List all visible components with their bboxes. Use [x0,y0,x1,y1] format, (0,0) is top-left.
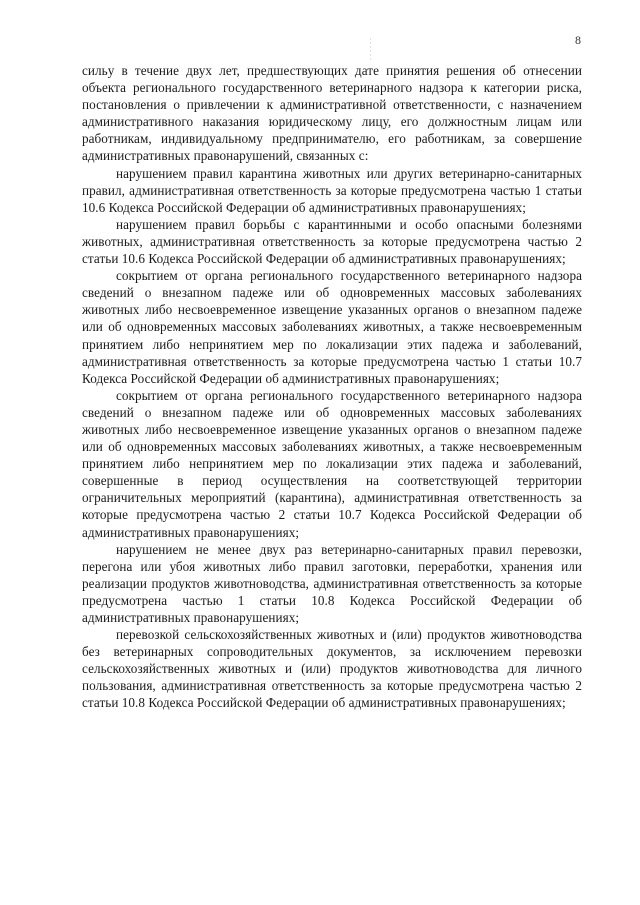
paragraph-item-4: сокрытием от органа регионального государственного ветеринарного надзора сведений о внезапном падеже или об одновременных массовых заболеваниях животных либо несвоевременное извещение указанных органов о внезапном падеже или об одновременных массовых заболеваниях животных, а также несвоевременным принятием либо непринятием мер по локализации этих падежа и заболеваний, совершенные в период осуществления на соответствующей территории ограничительных мероприятий (карантина), административная ответственность за которые предусмотрена частью 2 статьи 10.7 Кодекса Российской Федерации об административных правонарушениях; [82,387,582,540]
paragraph-item-3: сокрытием от органа регионального государственного ветеринарного надзора сведений о внезапном падеже или об одновременных массовых заболеваниях животных либо несвоевременное извещение указанных органов о внезапном падеже или об одновременных массовых заболеваниях животных, а также несвоевременным принятием либо непринятием мер по локализации этих падежа и заболеваний, административная ответственность за которые предусмотрена частью 1 статьи 10.7 Кодекса Российской Федерации об административных правонарушениях; [82,268,582,386]
paragraph-item-6: перевозкой сельскохозяйственных животных и (или) продуктов животноводства без ветеринарных сопроводительных документов, за исключением перевозки сельскохозяйственных животных и (или) продуктов животноводства для личного пользования, административная ответственность за которые предусмотрена частью 2 статьи 10.8 Кодекса Российской Федерации об административных правонарушениях; [82,627,582,711]
scan-artifact [370,38,371,60]
paragraph-intro: сильу в течение двух лет, предшествующих дате принятия решения об отнесении объекта регионального государственного ветеринарного надзора к категории риска, постановления о привлечении к административной ответственности, с назначением административного наказания юридическому лицу, его должностным лицам или работникам, индивидуальному предпринимателю, его работникам, за совершение административных правонарушений, связанных с: [82,63,582,164]
document-body [82,62,582,712]
paragraph-item-1: нарушением правил карантина животных или других ветеринарно-санитарных правил, административная ответственность за которые предусмотрена частью 1 статьи 10.6 Кодекса Российской Федерации об административных правонарушениях; [82,165,582,215]
paragraph-item-5: нарушением не менее двух раз ветеринарно-санитарных правил перевозки, перегона или убоя животных либо правил заготовки, переработки, хранения или реализации продуктов животноводства, административная ответственность за которые предусмотрена частью 1 статьи 10.8 Кодекса Российской Федерации об административных правонарушениях; [82,541,582,625]
paragraph-item-2: нарушением правил борьбы с карантинными и особо опасными болезнями животных, административная ответственность за которые предусмотрена частью 2 статьи 10.6 Кодекса Российской Федерации об административных правонарушениях; [82,216,582,267]
page-number: 8 [575,33,581,47]
